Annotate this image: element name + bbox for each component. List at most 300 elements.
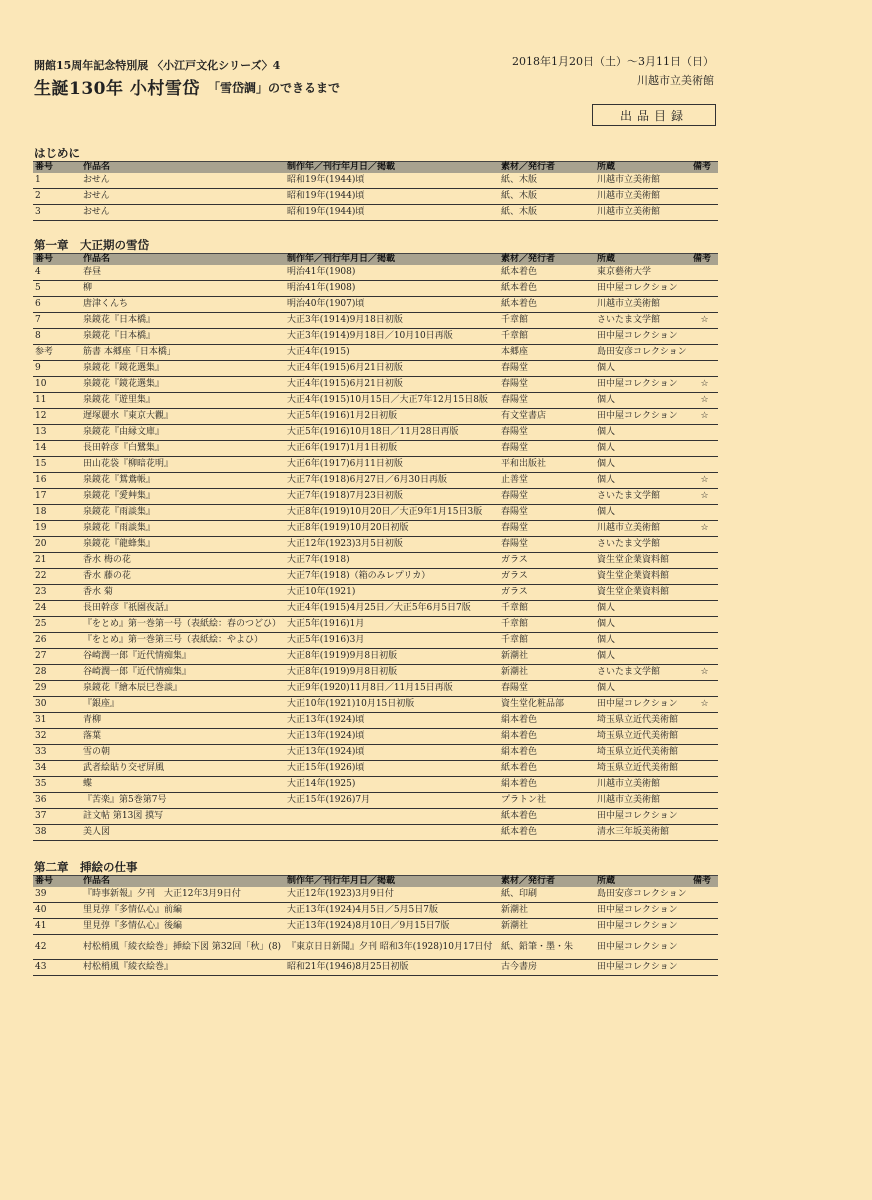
exhibition-subtitle: 「雪岱調」のできるまで: [208, 81, 341, 95]
cell-number: 24: [33, 601, 81, 617]
table-row: [33, 633, 718, 649]
cell-date: 大正9年(1920)11月8日／11月15日再版: [285, 681, 499, 697]
cell-work-title: おせん: [81, 205, 285, 221]
cell-work-title: 泉鏡花『龍蜂集』: [81, 537, 285, 553]
catalog-table: [33, 161, 718, 221]
cell-number: 17: [33, 489, 81, 505]
cell-date: 大正12年(1923)3月5日初版: [285, 537, 499, 553]
cell-date: 昭和21年(1946)8月25日初版: [285, 960, 499, 976]
cell-note: ☆: [691, 489, 718, 505]
cell-material: 絹本着色: [499, 745, 595, 761]
cell-owner: 資生堂企業資料館: [595, 569, 691, 585]
cell-date: 大正13年(1924)頃: [285, 713, 499, 729]
cell-date: 大正10年(1921)10月15日初版: [285, 697, 499, 713]
cell-owner: 資生堂企業資料館: [595, 585, 691, 601]
cell-work-title: 里見弴『多情仏心』後編: [81, 919, 285, 935]
cell-owner: 資生堂企業資料館: [595, 553, 691, 569]
cell-owner: 田中屋コレクション: [595, 809, 691, 825]
cell-note: [691, 761, 718, 777]
table-row: [33, 537, 718, 553]
cell-note: [691, 729, 718, 745]
cell-work-title: 里見弴『多情仏心』前編: [81, 903, 285, 919]
cell-number: 6: [33, 297, 81, 313]
cell-owner: さいたま文学館: [595, 489, 691, 505]
cell-material: 紙本着色: [499, 281, 595, 297]
cell-material: 春陽堂: [499, 681, 595, 697]
cell-material: 春陽堂: [499, 537, 595, 553]
cell-material: 紙、印刷: [499, 887, 595, 903]
table-header-row: [33, 876, 718, 888]
cell-number: 35: [33, 777, 81, 793]
table-row: [33, 281, 718, 297]
column-header-owner: 所蔵: [595, 876, 691, 888]
cell-number: 36: [33, 793, 81, 809]
cell-number: 7: [33, 313, 81, 329]
cell-note: [691, 887, 718, 903]
cell-number: 23: [33, 585, 81, 601]
catalog-table: [33, 253, 718, 841]
cell-material: 千章館: [499, 329, 595, 345]
cell-note: [691, 297, 718, 313]
cell-date: 昭和19年(1944)頃: [285, 173, 499, 189]
table-row: [33, 793, 718, 809]
exhibition-series: 開館15周年記念特別展 〈小江戸文化シリーズ〉4: [34, 59, 281, 72]
cell-number: 27: [33, 649, 81, 665]
cell-number: 10: [33, 377, 81, 393]
catalog-section: [33, 146, 718, 221]
cell-date: 大正14年(1925): [285, 777, 499, 793]
column-header-material: 素材／発行者: [499, 254, 595, 266]
cell-work-title: 香水 藤の花: [81, 569, 285, 585]
cell-work-title: 『銀座』: [81, 697, 285, 713]
cell-material: 春陽堂: [499, 505, 595, 521]
cell-owner: 川越市立美術館: [595, 521, 691, 537]
cell-note: ☆: [691, 697, 718, 713]
cell-work-title: 泉鏡花『愛艸集』: [81, 489, 285, 505]
column-header-work-title: 作品名: [81, 254, 285, 266]
table-row: [33, 345, 718, 361]
cell-owner: さいたま文学館: [595, 665, 691, 681]
cell-owner: 川越市立美術館: [595, 777, 691, 793]
cell-date: 大正5年(1916)10月18日／11月28日再版: [285, 425, 499, 441]
cell-owner: 田中屋コレクション: [595, 960, 691, 976]
cell-work-title: 泉鏡花『鏡花選集』: [81, 361, 285, 377]
cell-date: 大正4年(1915): [285, 345, 499, 361]
cell-number: 38: [33, 825, 81, 841]
column-header-material: 素材／発行者: [499, 162, 595, 174]
table-row: [33, 887, 718, 903]
cell-work-title: 泉鏡花『遊里集』: [81, 393, 285, 409]
cell-note: [691, 935, 718, 960]
cell-number: 40: [33, 903, 81, 919]
cell-work-title: おせん: [81, 173, 285, 189]
cell-material: 紙、鉛筆・墨・朱: [499, 935, 595, 960]
table-row: [33, 825, 718, 841]
cell-owner: 個人: [595, 393, 691, 409]
table-row: [33, 697, 718, 713]
cell-note: ☆: [691, 313, 718, 329]
cell-owner: 川越市立美術館: [595, 173, 691, 189]
cell-date: 大正7年(1918)6月27日／6月30日再版: [285, 473, 499, 489]
cell-material: ガラス: [499, 569, 595, 585]
cell-note: [691, 585, 718, 601]
cell-material: ガラス: [499, 585, 595, 601]
cell-date: 大正4年(1915)6月21日初版: [285, 377, 499, 393]
cell-number: 13: [33, 425, 81, 441]
table-row: [33, 329, 718, 345]
cell-work-title: 『をとめ』第一巻第三号（表紙絵：やよひ）: [81, 633, 285, 649]
cell-owner: 個人: [595, 361, 691, 377]
cell-work-title: 泉鏡花『日本橋』: [81, 313, 285, 329]
cell-material: 紙本着色: [499, 825, 595, 841]
table-row: [33, 361, 718, 377]
cell-note: [691, 425, 718, 441]
cell-number: 41: [33, 919, 81, 935]
cell-number: 15: [33, 457, 81, 473]
cell-note: [691, 441, 718, 457]
cell-work-title: 田山花袋『柳暗花明』: [81, 457, 285, 473]
cell-work-title: 美人図: [81, 825, 285, 841]
cell-date: 大正13年(1924)頃: [285, 729, 499, 745]
cell-work-title: 泉鏡花『鏡花選集』: [81, 377, 285, 393]
cell-work-title: 村松梢風「綾衣絵巻」挿絵下図 第32回「秋」(8): [81, 935, 285, 960]
cell-note: [691, 601, 718, 617]
table-row: [33, 505, 718, 521]
cell-note: [691, 960, 718, 976]
cell-number: 9: [33, 361, 81, 377]
table-row: [33, 441, 718, 457]
cell-note: [691, 617, 718, 633]
cell-note: [691, 329, 718, 345]
column-header-note: 備考: [691, 162, 718, 174]
cell-note: ☆: [691, 409, 718, 425]
cell-work-title: 『をとめ』第一巻第一号（表紙絵：春のつどひ）: [81, 617, 285, 633]
museum-name: 川越市立美術館: [637, 74, 714, 87]
cell-work-title: 長田幹彦『白鷺集』: [81, 441, 285, 457]
cell-owner: 個人: [595, 457, 691, 473]
table-row: [33, 745, 718, 761]
cell-material: 止善堂: [499, 473, 595, 489]
catalog-label: 出品目録: [592, 104, 716, 126]
cell-owner: 田中屋コレクション: [595, 281, 691, 297]
table-row: [33, 521, 718, 537]
catalog-section: [33, 238, 718, 841]
exhibition-title: 生誕130年 小村雪岱: [34, 79, 200, 99]
cell-owner: 埼玉県立近代美術館: [595, 745, 691, 761]
cell-owner: 田中屋コレクション: [595, 935, 691, 960]
cell-number: 14: [33, 441, 81, 457]
cell-number: 33: [33, 745, 81, 761]
cell-note: [691, 205, 718, 221]
cell-material: ガラス: [499, 553, 595, 569]
cell-material: 春陽堂: [499, 377, 595, 393]
cell-material: 資生堂化粧品部: [499, 697, 595, 713]
cell-work-title: 蝶: [81, 777, 285, 793]
cell-date: 大正15年(1926)7月: [285, 793, 499, 809]
table-row: [33, 761, 718, 777]
cell-owner: 埼玉県立近代美術館: [595, 713, 691, 729]
cell-note: ☆: [691, 473, 718, 489]
section-title: 第一章 大正期の雪岱: [34, 238, 149, 252]
section-title: 第二章 挿絵の仕事: [34, 860, 138, 874]
cell-note: [691, 537, 718, 553]
cell-date: 大正10年(1921): [285, 585, 499, 601]
table-row: [33, 205, 718, 221]
cell-number: 4: [33, 265, 81, 281]
table-row: [33, 919, 718, 935]
table-row: [33, 377, 718, 393]
cell-owner: 川越市立美術館: [595, 189, 691, 205]
cell-date: 大正3年(1914)9月18日／10月10日再版: [285, 329, 499, 345]
cell-number: 29: [33, 681, 81, 697]
exhibition-dates: 2018年1月20日（土）～3月11日（日）: [512, 55, 714, 68]
cell-material: 紙、木版: [499, 205, 595, 221]
cell-date: 大正13年(1924)4月5日／5月5日7版: [285, 903, 499, 919]
cell-date: 昭和19年(1944)頃: [285, 189, 499, 205]
cell-date: 明治41年(1908): [285, 281, 499, 297]
cell-material: 春陽堂: [499, 425, 595, 441]
cell-owner: 東京藝術大学: [595, 265, 691, 281]
table-row: [33, 960, 718, 976]
cell-number: 19: [33, 521, 81, 537]
cell-owner: 田中屋コレクション: [595, 919, 691, 935]
cell-owner: 田中屋コレクション: [595, 903, 691, 919]
cell-owner: 川越市立美術館: [595, 205, 691, 221]
cell-number: 43: [33, 960, 81, 976]
cell-owner: 島田安彦コレクション: [595, 887, 691, 903]
cell-material: プラトン社: [499, 793, 595, 809]
cell-material: 平和出版社: [499, 457, 595, 473]
column-header-work-title: 作品名: [81, 162, 285, 174]
cell-note: ☆: [691, 377, 718, 393]
cell-note: [691, 265, 718, 281]
column-header-number: 番号: [33, 162, 81, 174]
cell-number: 5: [33, 281, 81, 297]
cell-number: 34: [33, 761, 81, 777]
cell-owner: 埼玉県立近代美術館: [595, 729, 691, 745]
cell-owner: 個人: [595, 473, 691, 489]
cell-owner: 埼玉県立近代美術館: [595, 761, 691, 777]
cell-work-title: 香水 菊: [81, 585, 285, 601]
column-header-date: 制作年／刊行年月日／掲載: [285, 254, 499, 266]
table-row: [33, 713, 718, 729]
cell-date: 大正8年(1919)9月8日初版: [285, 649, 499, 665]
cell-note: [691, 505, 718, 521]
cell-owner: 個人: [595, 441, 691, 457]
table-row: [33, 809, 718, 825]
cell-note: [691, 173, 718, 189]
table-row: [33, 457, 718, 473]
table-row: [33, 313, 718, 329]
table-row: [33, 189, 718, 205]
cell-number: 1: [33, 173, 81, 189]
catalog-section: [33, 860, 718, 976]
cell-work-title: おせん: [81, 189, 285, 205]
cell-date: 大正4年(1915)6月21日初版: [285, 361, 499, 377]
cell-owner: 個人: [595, 425, 691, 441]
cell-material: 春陽堂: [499, 441, 595, 457]
cell-date: 大正5年(1916)1月2日初版: [285, 409, 499, 425]
cell-note: [691, 633, 718, 649]
cell-work-title: 泉鏡花『雨談集』: [81, 521, 285, 537]
cell-note: [691, 793, 718, 809]
cell-note: [691, 919, 718, 935]
cell-number: 18: [33, 505, 81, 521]
cell-work-title: 泉鏡花『鴛鴦帳』: [81, 473, 285, 489]
cell-number: 39: [33, 887, 81, 903]
table-row: [33, 935, 718, 960]
table-row: [33, 553, 718, 569]
cell-note: ☆: [691, 521, 718, 537]
cell-date: 大正7年(1918)（箱のみレプリカ）: [285, 569, 499, 585]
cell-work-title: 香水 梅の花: [81, 553, 285, 569]
cell-date: 大正4年(1915)10月15日／大正7年12月15日8版: [285, 393, 499, 409]
cell-date: [285, 825, 499, 841]
cell-number: 26: [33, 633, 81, 649]
cell-number: 32: [33, 729, 81, 745]
table-row: [33, 903, 718, 919]
cell-material: 絹本着色: [499, 729, 595, 745]
cell-owner: 個人: [595, 649, 691, 665]
cell-work-title: 春昼: [81, 265, 285, 281]
column-header-number: 番号: [33, 876, 81, 888]
cell-date: 大正15年(1926)頃: [285, 761, 499, 777]
cell-note: [691, 457, 718, 473]
column-header-material: 素材／発行者: [499, 876, 595, 888]
cell-date: 大正6年(1917)1月1日初版: [285, 441, 499, 457]
table-row: [33, 173, 718, 189]
cell-material: 絹本着色: [499, 777, 595, 793]
cell-work-title: 泉鏡花『雨談集』: [81, 505, 285, 521]
column-header-note: 備考: [691, 254, 718, 266]
cell-material: 紙本着色: [499, 761, 595, 777]
cell-work-title: 註文帖 第13図 摸写: [81, 809, 285, 825]
cell-work-title: 泉鏡花『日本橋』: [81, 329, 285, 345]
cell-number: 16: [33, 473, 81, 489]
column-header-work-title: 作品名: [81, 876, 285, 888]
cell-owner: 田中屋コレクション: [595, 377, 691, 393]
catalog-table: [33, 875, 718, 976]
table-row: [33, 681, 718, 697]
cell-owner: さいたま文学館: [595, 537, 691, 553]
column-header-note: 備考: [691, 876, 718, 888]
cell-owner: 個人: [595, 617, 691, 633]
table-row: [33, 665, 718, 681]
cell-owner: 個人: [595, 633, 691, 649]
cell-owner: 個人: [595, 505, 691, 521]
cell-note: [691, 681, 718, 697]
cell-owner: 田中屋コレクション: [595, 329, 691, 345]
cell-number: 20: [33, 537, 81, 553]
cell-number: 8: [33, 329, 81, 345]
cell-owner: 川越市立美術館: [595, 297, 691, 313]
cell-number: 12: [33, 409, 81, 425]
cell-date: 大正8年(1919)10月20日／大正9年1月15日3版: [285, 505, 499, 521]
cell-number: 参考: [33, 345, 81, 361]
cell-material: 新潮社: [499, 903, 595, 919]
cell-date: 明治41年(1908): [285, 265, 499, 281]
cell-material: 千章館: [499, 617, 595, 633]
table-row: [33, 393, 718, 409]
cell-owner: 島田安彦コレクション: [595, 345, 691, 361]
cell-work-title: 『時事新報』夕刊 大正12年3月9日付: [81, 887, 285, 903]
cell-number: 37: [33, 809, 81, 825]
table-row: [33, 569, 718, 585]
cell-note: ☆: [691, 393, 718, 409]
table-row: [33, 473, 718, 489]
cell-date: 大正8年(1919)9月8日初版: [285, 665, 499, 681]
cell-date: 大正12年(1923)3月9日付: [285, 887, 499, 903]
column-header-owner: 所蔵: [595, 254, 691, 266]
cell-material: 新潮社: [499, 665, 595, 681]
cell-date: 大正13年(1924)8月10日／9月15日7版: [285, 919, 499, 935]
cell-material: 新潮社: [499, 649, 595, 665]
table-row: [33, 489, 718, 505]
cell-work-title: 長田幹彦『祇園夜話』: [81, 601, 285, 617]
cell-material: 紙本着色: [499, 265, 595, 281]
cell-number: 3: [33, 205, 81, 221]
cell-date: 大正5年(1916)1月: [285, 617, 499, 633]
cell-number: 21: [33, 553, 81, 569]
cell-note: [691, 809, 718, 825]
cell-material: 紙、木版: [499, 173, 595, 189]
cell-number: 11: [33, 393, 81, 409]
column-header-date: 制作年／刊行年月日／掲載: [285, 162, 499, 174]
table-header-row: [33, 162, 718, 174]
table-row: [33, 585, 718, 601]
cell-work-title: 泉鏡花『繪本辰巳巻談』: [81, 681, 285, 697]
cell-date: 大正6年(1917)6月11日初版: [285, 457, 499, 473]
cell-note: [691, 825, 718, 841]
cell-note: [691, 777, 718, 793]
cell-number: 31: [33, 713, 81, 729]
cell-date: 『東京日日新聞』夕刊 昭和3年(1928)10月17日付: [285, 935, 499, 960]
table-row: [33, 601, 718, 617]
cell-note: [691, 713, 718, 729]
cell-material: 春陽堂: [499, 361, 595, 377]
cell-date: 大正5年(1916)3月: [285, 633, 499, 649]
cell-material: 絹本着色: [499, 713, 595, 729]
table-row: [33, 265, 718, 281]
table-row: [33, 777, 718, 793]
cell-work-title: 遅塚麗水『東京大觀』: [81, 409, 285, 425]
cell-work-title: 青柳: [81, 713, 285, 729]
cell-date: 明治40年(1907)頃: [285, 297, 499, 313]
cell-number: 28: [33, 665, 81, 681]
cell-material: 新潮社: [499, 919, 595, 935]
cell-note: [691, 345, 718, 361]
cell-owner: 田中屋コレクション: [595, 409, 691, 425]
cell-material: 春陽堂: [499, 521, 595, 537]
column-header-number: 番号: [33, 254, 81, 266]
cell-material: 春陽堂: [499, 489, 595, 505]
table-row: [33, 425, 718, 441]
cell-material: 古今書房: [499, 960, 595, 976]
cell-number: 30: [33, 697, 81, 713]
cell-material: 本郷座: [499, 345, 595, 361]
cell-number: 25: [33, 617, 81, 633]
cell-work-title: 村松梢風『綾衣絵巻』: [81, 960, 285, 976]
cell-date: 大正13年(1924)頃: [285, 745, 499, 761]
cell-owner: 川越市立美術館: [595, 793, 691, 809]
cell-owner: さいたま文学館: [595, 313, 691, 329]
cell-date: 昭和19年(1944)頃: [285, 205, 499, 221]
cell-material: 紙本着色: [499, 809, 595, 825]
cell-note: [691, 569, 718, 585]
cell-note: [691, 189, 718, 205]
cell-owner: 個人: [595, 601, 691, 617]
cell-note: [691, 553, 718, 569]
